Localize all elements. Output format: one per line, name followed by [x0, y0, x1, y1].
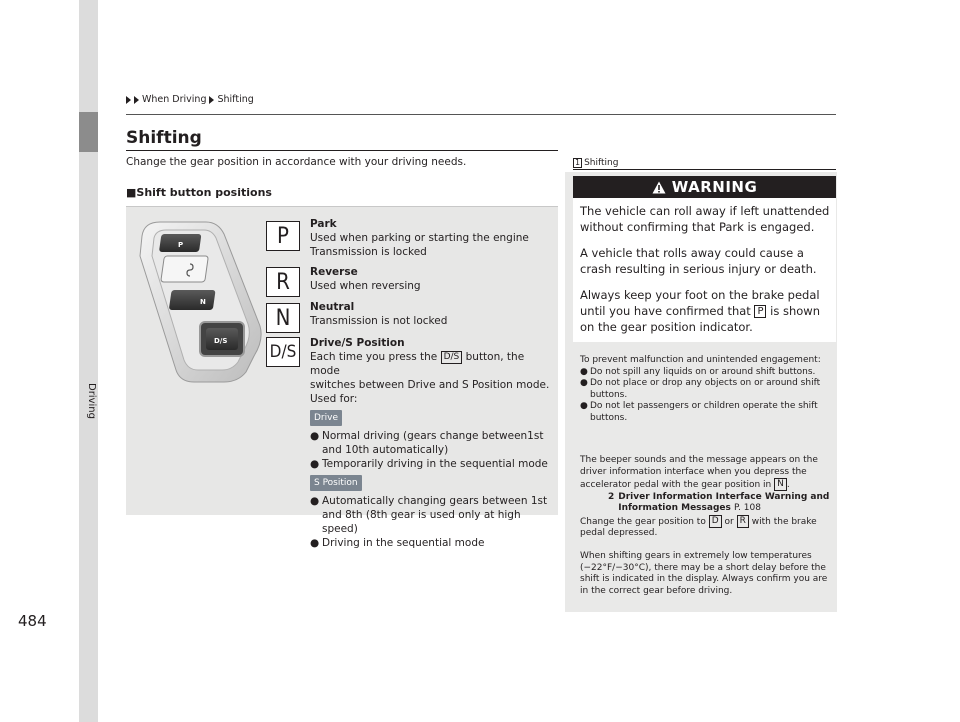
warning-text-2: A vehicle that rolls away could cause a crash resulting in serious injury or death. [580, 246, 817, 276]
list-item: ● Automatically changing gears between 1st and 8th (8th gear is used only at high speed) [310, 495, 548, 535]
gear-key-n: N [266, 303, 300, 333]
warning-text-3: Always keep your foot on the brake pedal until you have confirmed that P is shown on the gear position indicator. [580, 288, 820, 334]
breadcrumb [126, 94, 254, 105]
breadcrumb-arrow-icon [134, 96, 139, 104]
list-item: ● Driving in the sequential mode [310, 537, 485, 549]
list-item: ● Temporarily driving in the sequential mode [310, 458, 548, 470]
page-number: 484 [18, 612, 47, 630]
list-item: ● Do not place or drop any objects on or around shift buttons. [580, 378, 821, 400]
note-malfunction: To prevent malfunction and unintended engagement: ● Do not spill any liquids on or around shift buttons. ● Do not place or drop any objects on or around shift buttons. ● Do not let passengers or children operate the shift buttons. [580, 355, 832, 424]
list-item: ● Do not let passengers or children operate the shift buttons. [580, 401, 818, 423]
sidebar-tab [79, 0, 98, 722]
warning-header [573, 176, 836, 198]
gear-head: Drive/S Position [310, 337, 405, 349]
breadcrumb-arrow-icon [209, 96, 214, 104]
ds-line1-a: Each time you press the [310, 351, 438, 363]
sidebar-tab-marker [79, 112, 98, 152]
shifter-ds-label: D/S [214, 337, 228, 345]
d-key-inline: D [709, 515, 722, 528]
warning-title: WARNING [671, 178, 758, 196]
note-marker-icon: 1 [575, 158, 581, 167]
shifter-illustration [134, 216, 264, 386]
intro-text: Change the gear position in accordance with your driving needs. [126, 156, 467, 168]
section-subheading: ■Shift button positions [126, 186, 272, 199]
shifter-p-label: P [178, 241, 184, 249]
sidebar-note-heading: 1 Shifting [575, 158, 619, 168]
ds-key-inline: D/S [441, 351, 463, 364]
gear-key-p: P [266, 221, 300, 251]
shifter-n-label: N [200, 298, 206, 306]
gear-key-ds: D/S [266, 337, 300, 367]
breadcrumb-part2[interactable]: Shifting [217, 94, 254, 105]
ds-used-for: Used for: [310, 393, 358, 405]
warning-text-1: The vehicle can roll away if left unattended without confirming that Park is engaged. [580, 204, 830, 234]
ds-line2: switches between Drive and S Position mode. [310, 379, 550, 391]
gear-line: Transmission is not locked [310, 315, 448, 327]
warning-triangle-icon [652, 181, 666, 194]
gear-line: Used when parking or starting the engine [310, 232, 529, 244]
gear-head: Reverse [310, 266, 358, 278]
gear-head: Neutral [310, 301, 355, 313]
note-beeper: The beeper sounds and the message appears on the driver information interface when you depress the accelerator pedal with the gear position in N . 2 Driver Information Interface Warning and Information Messages P. 108 Change the gear position to D or R with the brake pedal depressed. [580, 455, 832, 540]
sidebar-label: Driving [86, 383, 97, 419]
r-key-inline: R [737, 515, 749, 528]
n-key-inline: N [774, 478, 787, 491]
page-title: Shifting [126, 128, 202, 148]
list-item: ● Normal driving (gears change between1st and 10th automatically) [310, 430, 544, 456]
breadcrumb-part1[interactable]: When Driving [142, 94, 207, 105]
drive-tag: Drive [310, 410, 342, 426]
gear-entry-neutral [310, 300, 555, 328]
gear-entry-park [310, 217, 555, 259]
gear-entry-reverse [310, 265, 555, 293]
gear-line: Used when reversing [310, 280, 421, 292]
reference-arrow-icon: 2 [608, 491, 615, 502]
gear-entry-ds [310, 336, 555, 550]
gear-head: Park [310, 218, 337, 230]
cross-reference-link[interactable]: 2 Driver Information Interface Warning and Information Messages P. 108 [608, 491, 830, 513]
ds-line1-b: button, the mode [310, 351, 525, 377]
note-low-temperature: When shifting gears in extremely low temperatures (−22°F/−30°C), there may be a short delay before the shift is indicated in the display. Always confirm you are in the correct gear before driving. [580, 551, 828, 596]
gear-key-r: R [266, 267, 300, 297]
breadcrumb-arrow-icon [126, 96, 131, 104]
title-rule [126, 150, 558, 151]
header-rule [126, 114, 836, 115]
s-position-tag: S Position [310, 475, 362, 491]
p-key-inline: P [754, 305, 766, 318]
list-item: ● Do not spill any liquids on or around shift buttons. [580, 366, 816, 377]
gear-line: Transmission is locked [310, 246, 427, 258]
right-rule [573, 169, 836, 170]
